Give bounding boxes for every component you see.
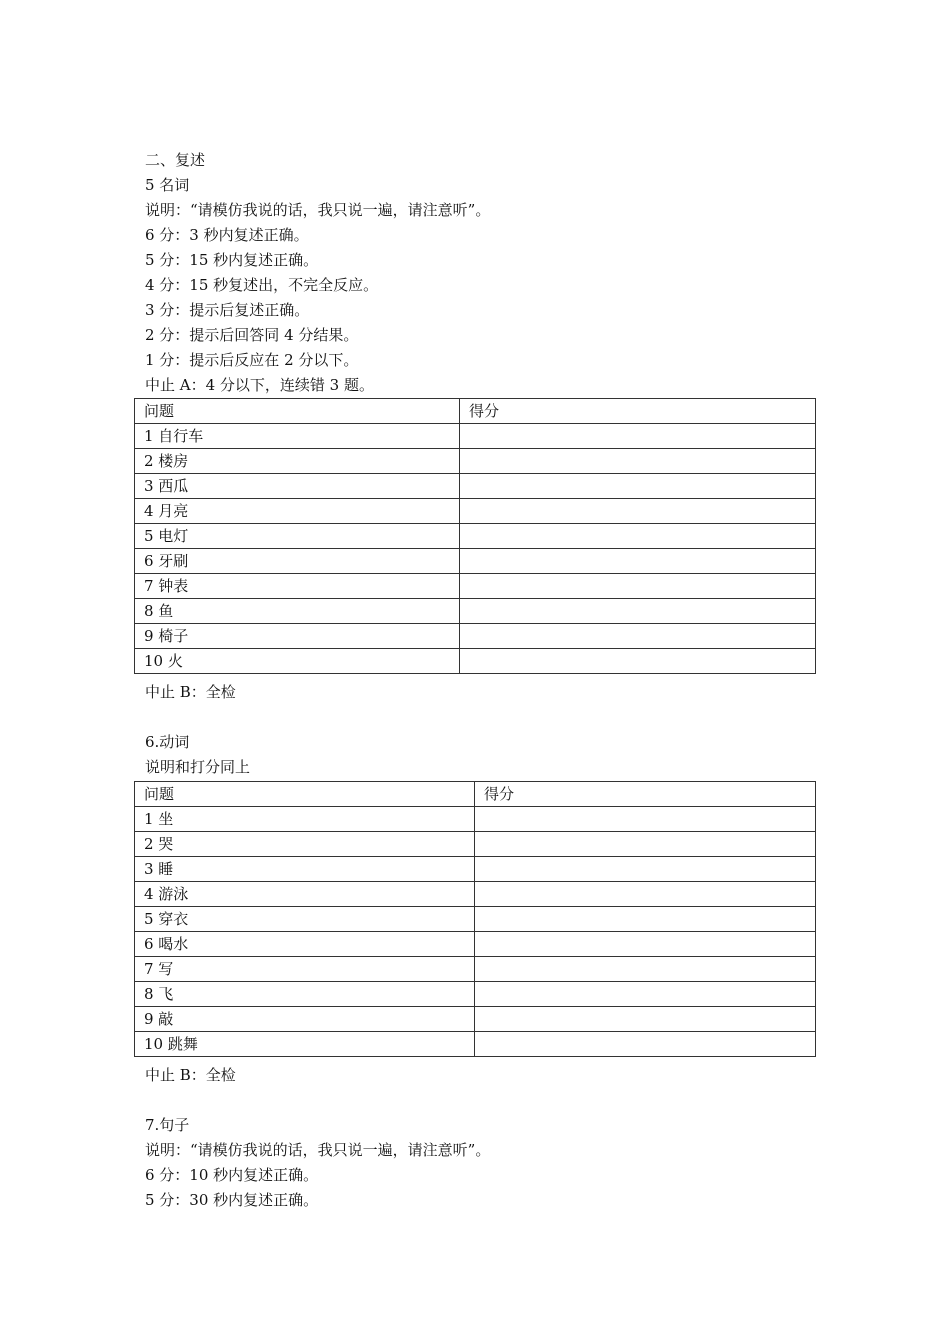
table-row	[135, 499, 816, 524]
score-cell[interactable]	[475, 907, 816, 932]
sentences-criterion: 5 分：30 秒内复述正确。	[145, 1191, 319, 1209]
nouns-title: 5 名词	[145, 176, 190, 194]
score-cell[interactable]	[475, 1032, 816, 1057]
score-cell[interactable]	[475, 832, 816, 857]
table-row	[135, 1032, 816, 1057]
score-cell[interactable]	[460, 649, 816, 674]
table-row	[135, 907, 816, 932]
score-cell[interactable]	[475, 1007, 816, 1032]
question-cell: 6 牙刷	[135, 549, 460, 574]
question-cell: 1 坐	[135, 807, 475, 832]
question-cell: 6 喝水	[135, 932, 475, 957]
nouns-criterion: 4 分：15 秒复述出，不完全反应。	[145, 276, 379, 294]
nouns-score-table	[134, 398, 816, 674]
table-row	[135, 832, 816, 857]
table-row	[135, 624, 816, 649]
verbs-intro	[145, 680, 825, 780]
score-cell[interactable]	[460, 574, 816, 599]
table-row	[135, 474, 816, 499]
verbs-score-table	[134, 781, 816, 1057]
sentences-instruction: 说明：“请模仿我说的话，我只说一遍，请注意听”。	[145, 1141, 491, 1159]
question-cell: 7 钟表	[135, 574, 460, 599]
table-row	[135, 957, 816, 982]
table-row	[135, 1007, 816, 1032]
question-cell: 2 楼房	[135, 449, 460, 474]
question-cell: 2 哭	[135, 832, 475, 857]
question-cell: 3 睡	[135, 857, 475, 882]
question-cell: 9 椅子	[135, 624, 460, 649]
question-cell: 4 游泳	[135, 882, 475, 907]
question-cell: 9 敲	[135, 1007, 475, 1032]
section-heading: 二、复述	[145, 151, 206, 169]
table-header-row	[135, 782, 816, 807]
sentences-intro	[145, 1063, 825, 1213]
table-row	[135, 932, 816, 957]
score-cell[interactable]	[475, 932, 816, 957]
table-row	[135, 649, 816, 674]
question-cell: 8 鱼	[135, 599, 460, 624]
nouns-stop-b: 中止 B：全检	[145, 683, 236, 701]
table-row	[135, 449, 816, 474]
table-row	[135, 882, 816, 907]
header-score: 得分	[475, 782, 816, 807]
score-cell[interactable]	[475, 807, 816, 832]
table-row	[135, 524, 816, 549]
score-cell[interactable]	[460, 424, 816, 449]
table-row	[135, 549, 816, 574]
question-cell: 10 跳舞	[135, 1032, 475, 1057]
table-row	[135, 982, 816, 1007]
question-cell: 3 西瓜	[135, 474, 460, 499]
score-cell[interactable]	[475, 957, 816, 982]
nouns-criterion: 2 分：提示后回答同 4 分结果。	[145, 326, 359, 344]
question-cell: 10 火	[135, 649, 460, 674]
table-header-row	[135, 399, 816, 424]
question-cell: 8 飞	[135, 982, 475, 1007]
header-question: 问题	[135, 782, 475, 807]
sentences-title: 7.句子	[145, 1116, 190, 1134]
nouns-stop-a: 中止 A：4 分以下，连续错 3 题。	[145, 376, 374, 394]
nouns-criterion: 1 分：提示后反应在 2 分以下。	[145, 351, 359, 369]
table-row	[135, 574, 816, 599]
question-cell: 1 自行车	[135, 424, 460, 449]
question-cell: 5 穿衣	[135, 907, 475, 932]
header-score: 得分	[460, 399, 816, 424]
score-cell[interactable]	[460, 549, 816, 574]
score-cell[interactable]	[460, 524, 816, 549]
table-row	[135, 424, 816, 449]
verbs-title: 6.动词	[145, 733, 190, 751]
score-cell[interactable]	[460, 624, 816, 649]
nouns-criterion: 5 分：15 秒内复述正确。	[145, 251, 319, 269]
question-cell: 5 电灯	[135, 524, 460, 549]
table-row	[135, 599, 816, 624]
nouns-intro	[145, 148, 825, 398]
question-cell: 7 写	[135, 957, 475, 982]
sentences-criterion: 6 分：10 秒内复述正确。	[145, 1166, 319, 1184]
question-cell: 4 月亮	[135, 499, 460, 524]
nouns-instruction: 说明：“请模仿我说的话，我只说一遍，请注意听”。	[145, 201, 491, 219]
header-question: 问题	[135, 399, 460, 424]
score-cell[interactable]	[475, 982, 816, 1007]
verbs-stop-b: 中止 B：全检	[145, 1066, 236, 1084]
verbs-instruction: 说明和打分同上	[145, 758, 251, 776]
nouns-criterion: 3 分：提示后复述正确。	[145, 301, 310, 319]
score-cell[interactable]	[475, 857, 816, 882]
table-row	[135, 807, 816, 832]
score-cell[interactable]	[460, 449, 816, 474]
nouns-criterion: 6 分：3 秒内复述正确。	[145, 226, 309, 244]
score-cell[interactable]	[460, 599, 816, 624]
table-row	[135, 857, 816, 882]
score-cell[interactable]	[475, 882, 816, 907]
score-cell[interactable]	[460, 499, 816, 524]
score-cell[interactable]	[460, 474, 816, 499]
